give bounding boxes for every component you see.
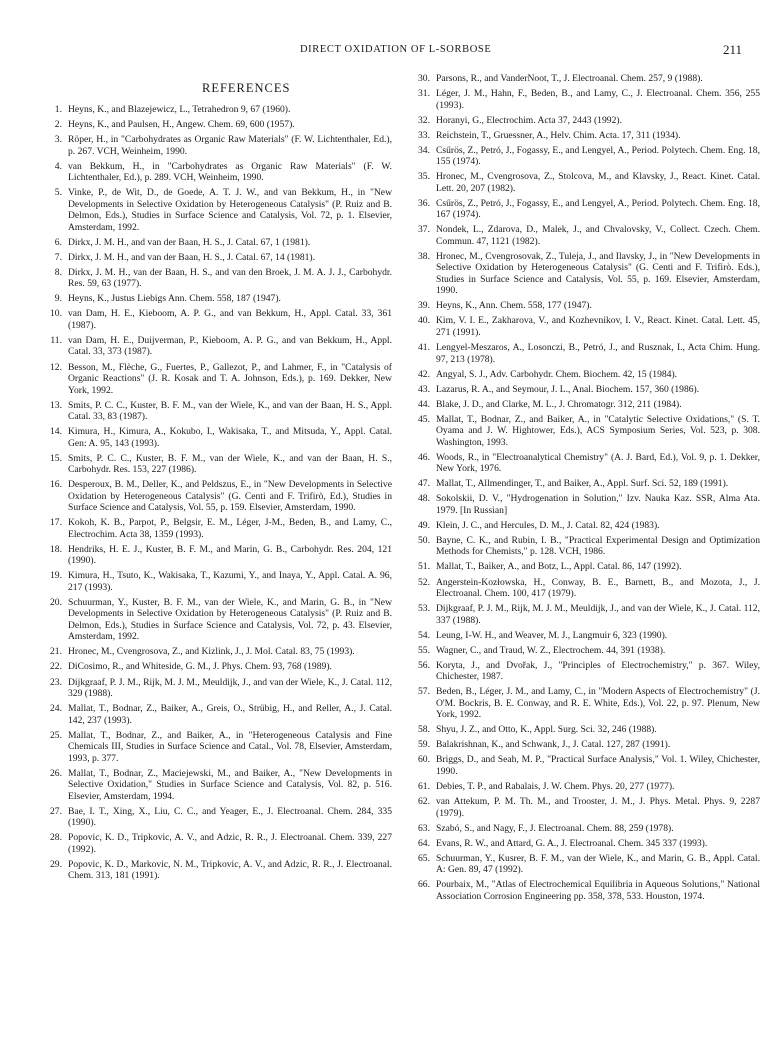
reference-item	[40, 237, 392, 249]
reference-item	[40, 267, 392, 290]
reference-item	[408, 493, 760, 516]
references-heading: REFERENCES	[202, 81, 291, 95]
reference-item	[408, 603, 760, 626]
reference-text: Schuurman, Y., Kuster, B. F. M., van der Wiele, K., and Marin, G. B., in "New Developments in Selective Oxidation by Heterogeneous Catalysis" (P. Ruiz and B. Delmon, Eds.), Studies in Surface Science and Catalysis, Vol. 72, p. 43. Elsevier, Amsterdam, 1992.	[68, 596, 392, 643]
reference-text: Mallat, T., Bodnar, Z., and Baiker, A., in "Catalytic Selective Oxidations," (S. T. Oyama and J. W. Hightower, Eds.), ACS Symposium Series, Vol. 523, p. 308. Washington, 1993.	[436, 413, 760, 448]
reference-text: Heyns, K., and Blazejewicz, L., Tetrahedron 9, 67 (1960).	[68, 104, 291, 115]
reference-number: 6.	[54, 236, 62, 248]
reference-item	[40, 544, 392, 567]
reference-text: Heyns, K., and Paulsen, H., Angew. Chem. 69, 600 (1957).	[68, 119, 295, 131]
reference-number: 34.	[418, 144, 430, 156]
reference-text: van Dam, H. E., Kieboom, A. P. G., and van Bekkum, H., Appl. Catal. 33, 361 (1987).	[68, 308, 392, 331]
reference-number: 63.	[418, 822, 430, 834]
reference-item	[408, 853, 760, 876]
reference-item	[408, 478, 760, 490]
reference-item	[40, 426, 392, 449]
reference-item	[408, 399, 760, 411]
reference-text: Briggs, D., and Seah, M. P., "Practical Surface Analysis," Vol. 1. Wiley, Chichester, 1990.	[436, 754, 760, 777]
reference-number: 61.	[418, 780, 430, 792]
reference-item	[408, 796, 760, 819]
reference-number: 42.	[418, 368, 430, 380]
reference-item	[408, 686, 760, 721]
reference-number: 60.	[418, 754, 430, 766]
reference-number: 15.	[50, 452, 62, 464]
reference-number: 36.	[418, 197, 430, 209]
reference-item	[408, 145, 760, 168]
references-left-column	[40, 104, 392, 885]
reference-item	[408, 115, 760, 127]
reference-text: Desperoux, B. M., Deller, K., and Peldszus, E., in "New Developments in Selective Oxidation by Heterogeneous Catalysis" (G. Centi and F. Trifirò, Ed.), Studies in Surface Science and Catalysis, Vol. 55, p. 159. Elsevier, Amsterdam, 1990.	[68, 479, 392, 514]
reference-item	[40, 646, 392, 658]
reference-text: Balakrishnan, K., and Schwank, J., J. Catal. 127, 287 (1991).	[436, 739, 671, 751]
reference-number: 62.	[418, 796, 430, 807]
page-number: 211	[723, 42, 743, 57]
reference-number: 57.	[418, 686, 430, 698]
reference-number: 27.	[50, 805, 62, 817]
reference-number: 48.	[418, 493, 430, 505]
reference-item	[40, 119, 392, 131]
reference-number: 66.	[418, 879, 430, 891]
reference-text: Blake, J. D., and Clarke, M. L., J. Chromatogr. 312, 211 (1984).	[436, 398, 682, 410]
reference-item	[40, 335, 392, 358]
reference-text: Bae, I. T., Xing, X., Liu, C. C., and Yeager, E., J. Electroanal. Chem. 284, 335 (1990).	[68, 805, 392, 829]
reference-number: 25.	[50, 729, 62, 741]
reference-item	[40, 134, 392, 157]
reference-number: 35.	[418, 171, 430, 183]
reference-number: 9.	[54, 293, 62, 305]
reference-number: 51.	[418, 561, 430, 573]
reference-number: 18.	[50, 543, 62, 555]
reference-text: Hronec, M., Cvengrosova, Z., Stolcova, M., and Klavsky, J., React. Kinet. Catal. Lett. 20, 207 (1982).	[436, 171, 760, 194]
reference-text: Röper, H., in "Carbohydrates as Organic Raw Materials" (F. W. Lichtenthaler, Ed.), p. 267. VCH, Weinheim, 1990.	[68, 134, 392, 157]
reference-text: Wagner, C., and Traud, W. Z., Electrochem. 44, 391 (1938).	[436, 644, 666, 656]
reference-number: 5.	[54, 187, 62, 199]
reference-item	[40, 832, 392, 855]
reference-item	[408, 198, 760, 221]
reference-number: 65.	[418, 852, 430, 864]
reference-number: 1.	[54, 104, 62, 115]
reference-number: 23.	[50, 676, 62, 688]
reference-text: Smits, P. C. C., Kuster, B. F. M., van der Wiele, K., and van der Baan, H. S., Carbohydr. Res. 153, 227 (1986).	[68, 452, 392, 476]
reference-text: Hronec, M., Cvengrosovak, Z., Tuleja, J., and Ilavsky, J., in "New Developments in Selective Oxidation by Heterogeneous Catalysis" (G. Centi and F. Trifirò. Eds.), Studies in Surface Science and Catalysis, Vol. 55, p. 169. Elsevier, Amsterdam, 1990.	[436, 250, 760, 297]
reference-text: Mallat, T., Bodnar, Z., Maciejewski, M., and Baiker, A., "New Developments in Selective Oxidation," Studies in Surface Science and Catalysis, Vol. 82, p. 516. Elsevier, Amsterdam, 1994.	[68, 767, 392, 802]
reference-item	[408, 342, 760, 365]
reference-item	[40, 400, 392, 423]
reference-item	[40, 293, 392, 305]
reference-text: Parsons, R., and VanderNoot, T., J. Electroanal. Chem. 257, 9 (1988).	[436, 73, 703, 84]
reference-item	[408, 561, 760, 573]
reference-number: 50.	[418, 534, 430, 546]
reference-number: 20.	[50, 596, 62, 608]
reference-item	[408, 384, 760, 396]
reference-text: Mallat, T., Bodnar, Z., and Baiker, A., in "Heterogeneous Catalysis and Fine Chemicals III, Studies in Surface Science and Catal., Vol. 78, Elsevier, Amsterdam, 1993, p. 377.	[68, 729, 392, 764]
reference-text: van Dam, H. E., Duijverman, P., Kieboom, A. P. G., and van Bekkum, H., Appl. Catal. 33, 373 (1987).	[68, 334, 392, 358]
reference-text: Beden, B., Léger, J. M., and Lamy, C., in "Modern Aspects of Electrochemistry" (J. O'M. Bockris, B. E. Conway, and R. E. White, Eds.), Vol. 22, p. 97. Plenum, New York, 1992.	[436, 686, 760, 721]
reference-text: Hendriks, H. E. J., Kuster, B. F. M., and Marin, G. B., Carbohydr. Res. 204, 121 (1990).	[68, 543, 392, 567]
reference-item	[40, 187, 392, 233]
reference-text: Sokolskii, D. V., "Hydrogenation in Solution," Izv. Nauka Kaz. SSR, Alma Ata. 1979. [In Russian]	[436, 493, 760, 516]
reference-text: Csűrös, Z., Petró, J., Fogassy, E., and Lengyel, A., Period. Polytech. Chem. Eng. 18, 167 (1974).	[436, 197, 760, 221]
reference-text: Koryta, J., and Dvořak, J., "Principles of Electrochemistry," p. 367. Wiley, Chichester, 1987.	[436, 659, 760, 683]
reference-number: 22.	[50, 661, 62, 673]
reference-number: 32.	[418, 114, 430, 126]
reference-text: van Attekum, P. M. Th. M., and Trooster, J. M., J. Phys. Metal. Phys. 9, 2287 (1979).	[436, 796, 760, 819]
reference-number: 8.	[54, 266, 62, 278]
reference-item	[408, 645, 760, 657]
reference-number: 17.	[50, 517, 62, 529]
reference-text: Popovic, K. D., Tripkovic, A. V., and Adzic, R. R., J. Electroanal. Chem. 339, 227 (1992).	[68, 832, 392, 855]
reference-text: Schuurman, Y., Kusrer, B. F. M., van der Wiele, K., and Marin, G. B., Appl. Catal. A: Gen. 89, 47 (1992).	[436, 852, 760, 876]
reference-text: Leung, I-W. H., and Weaver, M. J., Langmuir 6, 323 (1990).	[436, 629, 668, 641]
reference-text: van Bekkum, H., in "Carbohydrates as Organic Raw Materials" (F. W. Lichtenthaler, Ed.), p. 289. VCH, Weinheim, 1990.	[68, 160, 392, 184]
reference-text: Dijkgraaf, P. J. M., Rijk, M. J. M., Meuldijk, J., and van der Wiele, K., J. Catal. 112, 337 (1988).	[436, 603, 760, 626]
reference-number: 19.	[50, 570, 62, 582]
reference-item	[408, 535, 760, 558]
reference-number: 58.	[418, 724, 430, 736]
reference-text: Angyal, S. J., Adv. Carbohydr. Chem. Biochem. 42, 15 (1984).	[436, 368, 678, 380]
reference-item	[40, 597, 392, 643]
reference-number: 28.	[50, 832, 62, 844]
reference-text: Besson, M., Flèche, G., Fuertes, P., Gallezot, P., and Lahmer, F., in "Catalysis of Organic Reactions" (J. R. Kosak and T. A. Johnson, Eds.), p. 169. Dekker, New York, 1992.	[68, 361, 392, 396]
reference-number: 4.	[54, 160, 62, 172]
reference-item	[40, 806, 392, 829]
running-head: DIRECT OXIDATION OF L-SORBOSE	[300, 44, 492, 55]
reference-text: Nondek, L., Zdarova, D., Malek, J., and Chvalovsky, V., Collect. Czech. Chem. Commun. 47, 1121 (1982).	[436, 224, 760, 247]
reference-item	[408, 300, 760, 312]
reference-item	[408, 724, 760, 736]
reference-text: Lengyel-Meszaros, A., Losonczi, B., Petró, J., and Rusznak, I., Acta Chim. Hung. 97, 213 (1978).	[436, 342, 760, 365]
reference-item	[408, 414, 760, 449]
reference-item	[408, 251, 760, 297]
reference-number: 52.	[418, 576, 430, 588]
reference-number: 21.	[50, 646, 62, 658]
reference-item	[408, 754, 760, 777]
reference-text: DiCosimo, R., and Whiteside, G. M., J. Phys. Chem. 93, 768 (1989).	[68, 661, 332, 673]
reference-item	[408, 452, 760, 475]
reference-item	[408, 224, 760, 247]
reference-number: 46.	[418, 451, 430, 463]
reference-item	[408, 315, 760, 338]
reference-number: 53.	[418, 603, 430, 615]
reference-text: Léger, J. M., Hahn, F., Beden, B., and Lamy, C., J. Electroanal. Chem. 356, 255 (1993).	[436, 88, 760, 111]
reference-number: 13.	[50, 399, 62, 411]
reference-number: 43.	[418, 383, 430, 395]
reference-item	[408, 369, 760, 381]
reference-item	[40, 479, 392, 514]
reference-number: 49.	[418, 519, 430, 531]
reference-text: Dijkgraaf, P. J. M., Rijk, M. J. M., Meuldijk, J., and van der Wiele, K., J. Catal. 112, 329 (1988).	[68, 676, 392, 700]
reference-text: Heyns, K., Justus Liebigs Ann. Chem. 558, 187 (1947).	[68, 293, 281, 305]
reference-number: 24.	[50, 703, 62, 715]
reference-item	[408, 660, 760, 683]
reference-item	[40, 161, 392, 184]
reference-text: Mallat, T., Baiker, A., and Botz, L., Appl. Catal. 86, 147 (1992).	[436, 561, 682, 573]
references-right-column	[408, 73, 760, 906]
reference-item	[408, 130, 760, 142]
reference-text: Shyu, J. Z., and Otto, K., Appl. Surg. Sci. 32, 246 (1988).	[436, 724, 657, 736]
reference-item	[40, 308, 392, 331]
reference-number: 54.	[418, 629, 430, 641]
reference-number: 38.	[418, 250, 430, 262]
reference-number: 30.	[418, 73, 430, 84]
reference-text: Dirkx, J. M. H., van der Baan, H. S., and van den Broek, J. M. A. J. J., Carbohydr. Res. 59, 63 (1977).	[68, 266, 392, 290]
reference-item	[408, 739, 760, 751]
reference-number: 59.	[418, 739, 430, 751]
reference-item	[40, 677, 392, 700]
reference-item	[40, 104, 392, 116]
reference-text: Pourbaix, M., "Atlas of Electrochemical Equilibria in Aqueous Solutions," National Association Corrosion Engineering pp. 358, 378, 533. Houston, 1974.	[436, 879, 760, 902]
reference-text: Szabó, S., and Nagy, F., J. Electroanal. Chem. 88, 259 (1978).	[436, 822, 674, 834]
reference-number: 47.	[418, 478, 430, 490]
reference-text: Heyns, K., Ann. Chem. 558, 177 (1947).	[436, 300, 592, 312]
reference-item	[40, 517, 392, 540]
reference-item	[40, 730, 392, 765]
reference-number: 55.	[418, 644, 430, 656]
reference-text: Evans, R. W., and Attard, G. A., J. Electroanal. Chem. 345 337 (1993).	[436, 837, 708, 849]
reference-number: 41.	[418, 342, 430, 354]
reference-text: Kokoh, K. B., Parpot, P., Belgsir, E. M., Léger, J-M., Beden, B., and Lamy, C., Electrochim. Acta 38, 1359 (1993).	[68, 517, 392, 540]
reference-text: Smits, P. C. C., Kuster, B. F. M., van der Wiele, K., and van der Baan, H. S., Appl. Catal. 33, 83 (1987).	[68, 399, 392, 423]
reference-text: Dirkx, J. M. H., and van der Baan, H. S., J. Catal. 67, 1 (1981).	[68, 236, 311, 248]
reference-item	[40, 252, 392, 264]
reference-number: 29.	[50, 858, 62, 870]
reference-number: 7.	[54, 251, 62, 263]
reference-text: Klein, J. C., and Hercules, D. M., J. Catal. 82, 424 (1983).	[436, 519, 660, 531]
reference-number: 3.	[54, 134, 62, 146]
reference-item	[40, 453, 392, 476]
reference-number: 44.	[418, 398, 430, 410]
reference-item	[408, 171, 760, 194]
reference-number: 64.	[418, 837, 430, 849]
reference-item	[408, 838, 760, 850]
reference-item	[408, 823, 760, 835]
reference-item	[40, 703, 392, 726]
reference-number: 2.	[54, 119, 62, 131]
reference-number: 26.	[50, 767, 62, 779]
reference-text: Lazarus, R. A., and Seymour, J. L., Anal. Biochem. 157, 360 (1986).	[436, 383, 700, 395]
reference-number: 16.	[50, 479, 62, 491]
reference-text: Woods, R., in "Electroanalytical Chemistry" (A. J. Bard, Ed.), Vol. 9, p. 1. Dekker, New York, 1976.	[436, 451, 760, 475]
reference-number: 10.	[50, 308, 62, 320]
reference-number: 56.	[418, 659, 430, 671]
reference-item	[40, 768, 392, 803]
reference-text: Debies, T. P., and Rabalais, J. W. Chem. Phys. 20, 277 (1977).	[436, 780, 675, 792]
reference-item	[40, 859, 392, 882]
reference-number: 39.	[418, 300, 430, 312]
reference-number: 11.	[50, 334, 62, 346]
reference-item	[408, 630, 760, 642]
reference-text: Kimura, H., Tsuto, K., Wakisaka, T., Kazumi, Y., and Inaya, Y., Appl. Catal. A. 96, 217 (1993).	[68, 570, 392, 593]
reference-number: 45.	[418, 413, 430, 425]
reference-item	[40, 362, 392, 397]
reference-text: Mallat, T., Bodnar, Z., Baiker, A., Greis, O., Strübig, H., and Reller, A., J. Catal. 142, 237 (1993).	[68, 703, 392, 726]
reference-text: Bayne, C. K., and Rubin, I. B., "Practical Experimental Design and Optimization Methods for Chemists," p. 128. VCH, 1986.	[436, 534, 760, 558]
reference-text: Horanyi, G., Electrochim. Acta 37, 2443 (1992).	[436, 114, 622, 126]
reference-item	[40, 570, 392, 593]
reference-number: 31.	[418, 88, 430, 100]
reference-text: Kimura, H., Kimura, A., Kokubo, I., Wakisaka, T., and Mitsuda, Y., Appl. Catal. Gen: A. 95, 143 (1993).	[68, 426, 392, 449]
reference-item	[408, 577, 760, 600]
reference-text: Dirkx, J. M. H., and van der Baan, H. S., J. Catal. 67, 14 (1981).	[68, 251, 316, 263]
reference-text: Angerstein-Kozłowska, H., Conway, B. E., Barnett, B., and Mozota, J., J. Electroanal. Chem. 100, 417 (1979).	[436, 576, 760, 600]
reference-text: Vinke, P., de Wit, D., de Goede, A. T. J. W., and van Bekkum, H., in "New Developments in Selective Oxidation by Heterogeneous Catalysis" (P. Ruiz and B. Delmon, Eds.), Studies in Surface Science and Catalysis, Vol. 72, p. 1. Elsevier, Amsterdam, 1992.	[68, 187, 392, 233]
reference-text: Csűrös, Z., Petró, J., Fogassy, E., and Lengyel, A., Period. Polytech. Chem. Eng. 18, 155 (1974).	[436, 144, 760, 168]
reference-text: Mallat, T., Allmendinger, T., and Baiker, A., Appl. Surf. Sci. 52, 189 (1991).	[436, 478, 729, 490]
reference-text: Reichstein, T., Gruessner, A., Helv. Chim. Acta. 17, 311 (1934).	[436, 129, 681, 141]
reference-item	[408, 781, 760, 793]
reference-item	[40, 661, 392, 673]
reference-number: 40.	[418, 315, 430, 327]
reference-number: 33.	[418, 129, 430, 141]
reference-number: 12.	[50, 361, 62, 373]
reference-item	[408, 73, 760, 85]
reference-text: Popovic, K. D., Markovic, N. M., Tripkovic, A. V., and Adzic, R. R., J. Electroanal. Chem. 313, 181 (1991).	[68, 858, 392, 882]
reference-text: Kim, V. I. E., Zakharova, V., and Kozhevnikov, I. V., React. Kinet. Catal. Lett. 45, 271 (1991).	[436, 315, 760, 338]
reference-item	[408, 879, 760, 902]
reference-item	[408, 520, 760, 532]
reference-number: 37.	[418, 224, 430, 236]
reference-item	[408, 88, 760, 111]
reference-text: Hronec, M., Cvengrosova, Z., and Kizlink, J., J. Mol. Catal. 83, 75 (1993).	[68, 646, 355, 658]
reference-number: 14.	[50, 426, 62, 438]
